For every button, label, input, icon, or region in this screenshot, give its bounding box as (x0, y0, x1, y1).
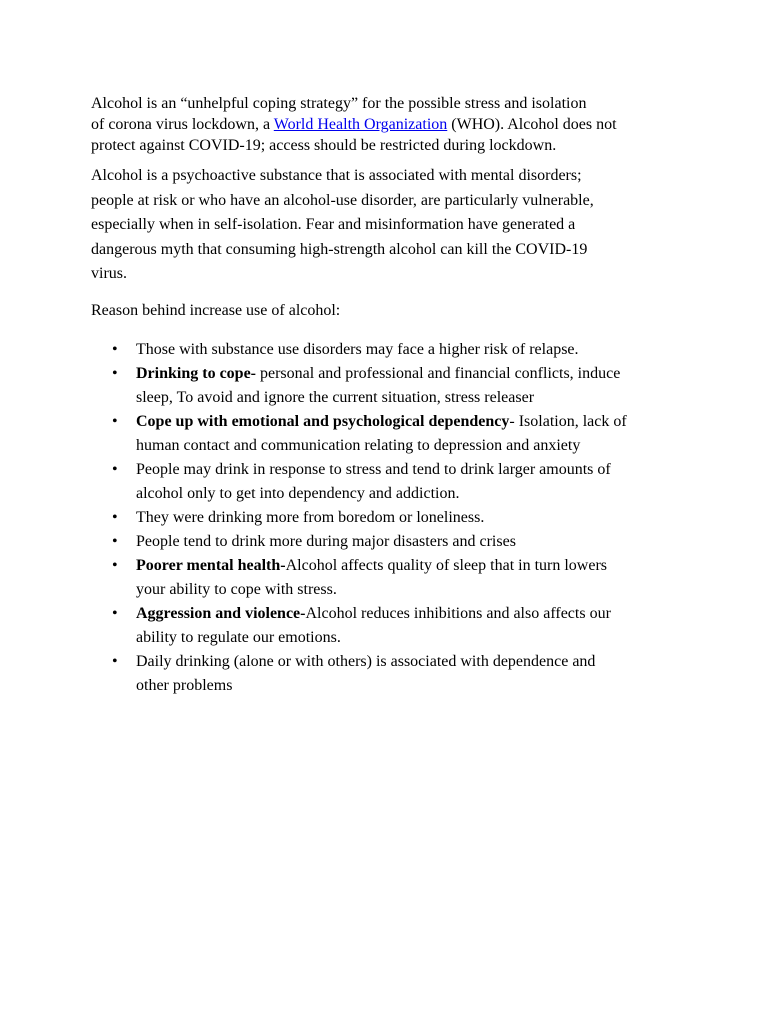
item-text-line-1: People tend to drink more during major disasters and crises (136, 532, 516, 550)
bullet-icon: • (112, 604, 118, 622)
para2-line-4: dangerous myth that consuming high-strength alcohol can kill the COVID-19 (91, 240, 588, 258)
intro-paragraph (91, 93, 691, 156)
bullet-icon: • (112, 364, 118, 382)
who-link[interactable]: World Health Organization (273, 116, 448, 133)
para2-line-3: especially when in self-isolation. Fear and misinformation have generated a (91, 216, 576, 233)
list-item (91, 602, 691, 650)
list-item (91, 506, 691, 530)
item-text-line-1: Those with substance use disorders may face a higher risk of relapse. (136, 340, 579, 358)
intro-line-1: Alcohol is an “unhelpful coping strategy” for the possible stress and isolation (91, 95, 587, 112)
item-text-line-2: alcohol only to get into dependency and addiction. (136, 484, 460, 502)
item-text-line-1: Daily drinking (alone or with others) is associated with dependence and (136, 652, 596, 670)
document-page (91, 93, 691, 698)
item-bold-lead: Drinking to cope- (136, 364, 256, 382)
psychoactive-paragraph (91, 164, 691, 287)
bullet-icon: • (112, 412, 118, 430)
item-text-line-2: human contact and communication relating to depression and anxiety (136, 436, 581, 454)
list-item (91, 410, 691, 458)
reasons-list (91, 338, 691, 698)
item-bold-lead: Aggression and violence- (136, 604, 306, 622)
item-text-line-1: They were drinking more from boredom or loneliness. (136, 508, 485, 526)
item-text-line-1: personal and professional and financial conflicts, induce (256, 364, 621, 382)
bullet-icon: • (112, 460, 118, 478)
para2-line-1: Alcohol is a psychoactive substance that is associated with mental disorders; (91, 167, 582, 184)
list-item (91, 650, 691, 698)
bullet-icon: • (112, 340, 118, 358)
item-bold-lead: Cope up with emotional and psychological dependency (136, 412, 510, 430)
para2-line-5: virus. (91, 265, 127, 282)
list-item (91, 554, 691, 602)
intro-line-2-end: (WHO). Alcohol does not (447, 116, 617, 133)
item-text-line-1: Alcohol reduces inhibitions and also affects our (305, 604, 611, 622)
list-item (91, 338, 691, 362)
item-text-line-1: - Isolation, lack of (509, 412, 627, 430)
list-item (91, 458, 691, 506)
bullet-icon: • (112, 532, 118, 550)
para2-line-2: people at risk or who have an alcohol-use disorder, are particularly vulnerable, (91, 191, 594, 209)
item-text-line-2: your ability to cope with stress. (136, 580, 337, 598)
item-text-line-2: ability to regulate our emotions. (136, 628, 341, 646)
list-item (91, 362, 691, 410)
item-text-line-1: People may drink in response to stress and tend to drink larger amounts of (136, 460, 611, 478)
list-item (91, 530, 691, 554)
bullet-icon: • (112, 652, 118, 670)
intro-line-2-start: of corona virus lockdown, a (91, 116, 274, 133)
item-text-line-2: sleep, To avoid and ignore the current situation, stress releaser (136, 388, 535, 406)
item-bold-lead: Poorer mental health- (136, 556, 286, 574)
bullet-icon: • (112, 508, 118, 526)
intro-line-3: protect against COVID-19; access should be restricted during lockdown. (91, 137, 557, 154)
reason-heading: Reason behind increase use of alcohol: (91, 301, 341, 319)
bullet-icon: • (112, 556, 118, 574)
item-text-line-2: other problems (136, 676, 233, 694)
item-text-line-1: Alcohol affects quality of sleep that in turn lowers (285, 556, 608, 574)
